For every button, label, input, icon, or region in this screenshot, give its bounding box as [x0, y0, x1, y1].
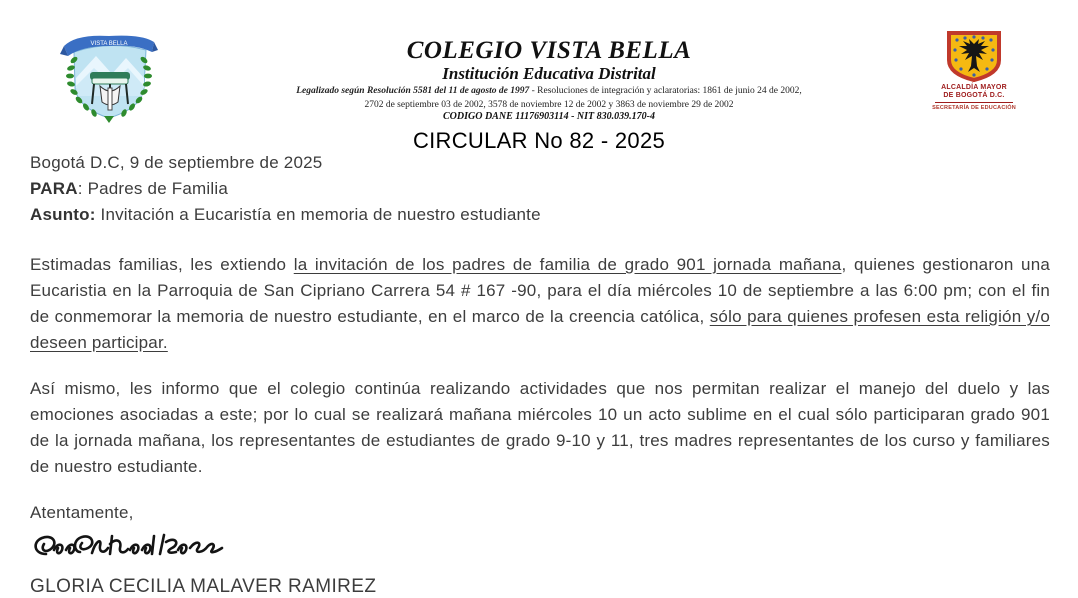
alcaldia-divider: [935, 102, 1013, 103]
p1-text-middle: , quienes gestionaron una Eucaristia en la Parroquia de San Cipriano Carrera 54 # 167 -90, para el día miércoles 10 de septiembre a las 6:00 pm; con el fin de conmemorar la memoria de nuestro estudiante, en el marco de la creencia católica,: [30, 255, 1051, 326]
secretaria-educacion-label: SECRETARÍA DE EDUCACIÓN: [932, 105, 1016, 111]
legalization-resolution: Legalizado según Resolución 5581 del 11 de agosto de 1997: [296, 86, 530, 96]
school-name: COLEGIO VISTA BELLA: [406, 37, 692, 64]
p1-underlined-religion: sólo para quienes profesen esta religión y/o deseen participar.: [30, 307, 1050, 352]
asunto-label: Asunto:: [30, 205, 96, 224]
bogota-shield-icon: [945, 30, 1003, 82]
p1-underlined-invitation: la invitación de los padres de familia de grado 901 jornada mañana: [293, 255, 842, 274]
para-value: : Padres de Familia: [77, 179, 228, 198]
school-crest-icon: [56, 26, 162, 124]
legalization-line2: 2702 de septiembre 03 de 2002, 3578 de noviembre 12 de 2002 y 3863 de noviembre 29 de 2002: [364, 100, 734, 110]
crest-banner-text: VISTA BELLA: [90, 41, 128, 47]
letterhead: [0, 0, 1078, 128]
para-line: [30, 176, 1050, 202]
asunto-line: [30, 202, 1050, 228]
para-label: PARA: [30, 179, 78, 198]
spacer: [30, 228, 1050, 252]
letterhead-center: [180, 38, 918, 123]
alcaldia-logo: [922, 30, 1026, 112]
legalization-rest: - Resoluciones de integración y aclaratorias: 1861 de junio 24 de 2002,: [529, 86, 802, 96]
circular-title: CIRCULAR No 82 - 2025: [412, 128, 666, 153]
closing-line: Atentamente,: [30, 503, 134, 522]
legalization-line: [180, 85, 918, 97]
signer-name: GLORIA CECILIA MALAVER RAMIREZ: [30, 576, 377, 597]
signature-area: [30, 528, 1050, 576]
spacer: [30, 356, 1050, 376]
p1-text-start: Estimadas familias, les extiendo: [30, 255, 294, 274]
signature-icon: [30, 528, 230, 574]
paragraph-activities: Así mismo, les informo que el colegio continúa realizando actividades que nos permitan realizar el manejo del duelo y las emociones asociadas a este; por lo cual se realizará mañana miércoles 10 un acto sublime en el cual sólo participaran grado 901 de la jornada mañana, los representantes de estudiantes de grado 9-10 y 11, tres madres representantes de los curso y familiares de nuestro estudiante.: [30, 379, 1050, 476]
alcaldia-name: [922, 84, 1026, 100]
dane-nit-line: CODIGO DANE 11176903114 - NIT 830.039.170-4: [443, 111, 655, 122]
letter-body: [30, 150, 1050, 598]
date-line: Bogotá D.C, 9 de septiembre de 2025: [30, 153, 323, 172]
alcaldia-line2: DE BOGOTÁ D.C.: [943, 92, 1005, 99]
spacer: [30, 480, 1050, 500]
school-subtitle: Institución Educativa Distrital: [442, 64, 656, 83]
asunto-value: Invitación a Eucaristía en memoria de nuestro estudiante: [95, 205, 541, 224]
paragraph-invitation: [30, 252, 1050, 356]
alcaldia-line1: ALCALDÍA MAYOR: [941, 84, 1007, 91]
